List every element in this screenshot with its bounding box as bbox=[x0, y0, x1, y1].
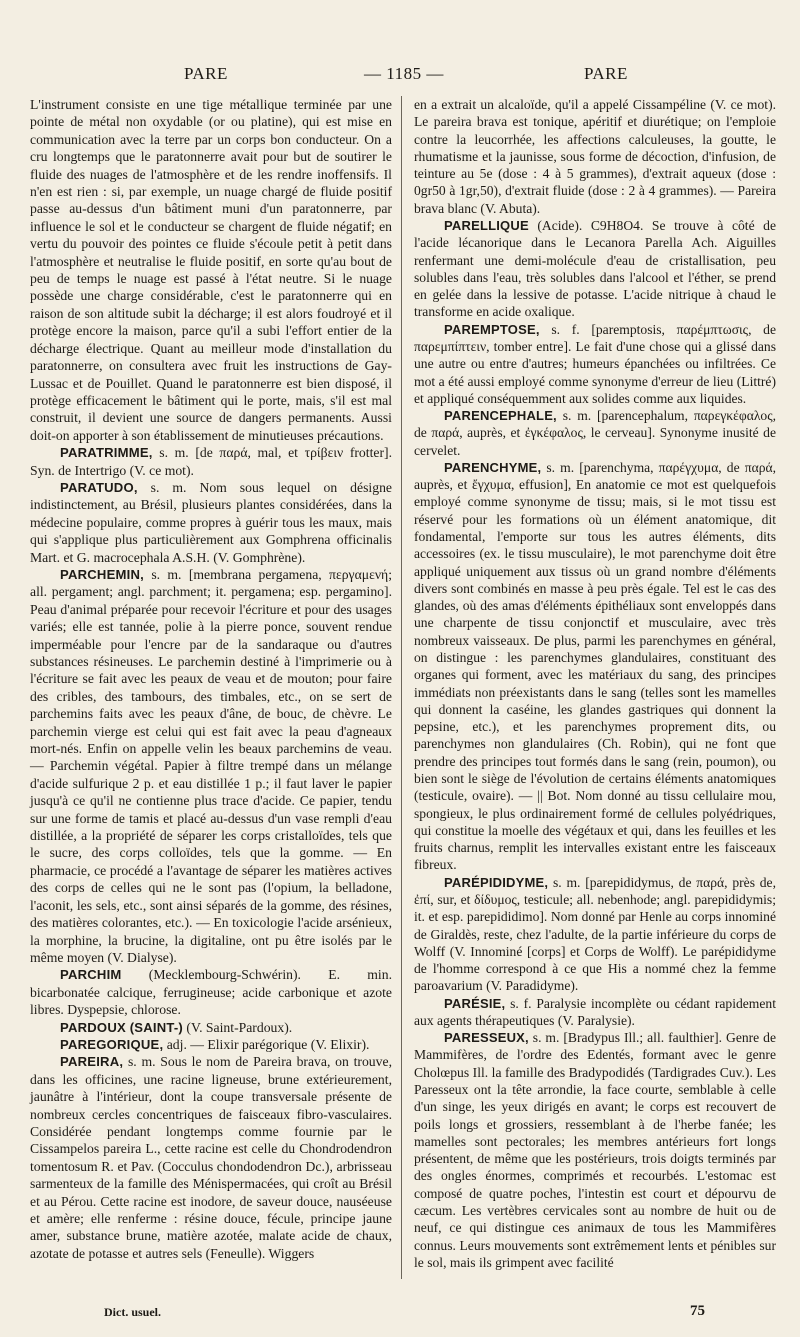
dictionary-entry bbox=[414, 321, 776, 407]
left-column bbox=[30, 96, 392, 1262]
entry-definition: adj. — Elixir parégorique (V. Elixir). bbox=[163, 1036, 370, 1052]
dictionary-entry bbox=[414, 459, 776, 874]
column-divider bbox=[401, 96, 402, 1279]
entry-definition: s. m. [de παρά, mal, et τρίβειν frotter]. Syn. de Intertrigo (V. ce mot). bbox=[30, 445, 392, 478]
entry-definition: s. m. [parencephalum, παρεγκέφαλος, de παρά, auprès, et ἐγκέφαλος, le cerveau]. Synonyme inusité de cervelet. bbox=[414, 408, 776, 458]
signature-mark: Dict. usuel. bbox=[104, 1305, 161, 1319]
dictionary-entry bbox=[30, 479, 392, 566]
dictionary-entry bbox=[414, 407, 776, 459]
entry-definition: s. f. [paremptosis, παρέμπτωσις, de παρεμπίπτειν, tomber entre]. Le fait d'une chose qui a glissé dans une autre ou entre d'autres; humeurs épanchées ou infiltrées. Ce mot a été aussi employé comme synonyme d'erreur de lieu (Littré) et appliqué conséquemment aux solides comme aux liquides. bbox=[414, 321, 776, 406]
dictionary-entry bbox=[30, 444, 392, 479]
entry-headword: PAREIRA, bbox=[60, 1054, 124, 1070]
dictionary-entry bbox=[30, 966, 392, 1018]
running-head-right: PARE bbox=[584, 64, 628, 83]
entry-definition: s. f. Paralysie incomplète ou cédant rapidement aux agents thérapeutiques (V. Paralysie). bbox=[414, 995, 776, 1028]
entry-headword: PARENCHYME, bbox=[444, 459, 542, 475]
page-number-header: — 1185 — bbox=[364, 64, 444, 83]
entry-headword: PARELLIQUE bbox=[444, 217, 529, 233]
running-head-left: PARE bbox=[184, 64, 228, 83]
entry-headword: PARENCEPHALE, bbox=[444, 408, 557, 424]
dictionary-entry bbox=[30, 1053, 392, 1262]
dictionary-entry bbox=[414, 995, 776, 1030]
dictionary-entry bbox=[30, 566, 392, 966]
entry-headword: PARCHIM bbox=[60, 967, 122, 983]
dictionary-entry bbox=[414, 1029, 776, 1271]
entry-headword: PARÉPIDIDYME, bbox=[444, 874, 549, 890]
entry-definition: (Mecklembourg-Schwérin). E. min. bicarbonatée calcique, ferrugineuse; acide carbonique et azote libres. Dyspepsie, chlorose. bbox=[30, 967, 392, 1018]
entry-headword: PARATRIMME, bbox=[60, 445, 153, 461]
dictionary-entry bbox=[414, 217, 776, 321]
gathering-number: 75 bbox=[690, 1303, 705, 1319]
dictionary-entry bbox=[414, 874, 776, 995]
entry-headword: PAREGORIQUE, bbox=[60, 1036, 164, 1052]
right-column bbox=[414, 96, 776, 1271]
entry-definition: (Acide). C9H8O4. Se trouve à côté de l'acide lécanorique dans le Lecanora Parella Ach. Aiguilles renfermant une demi-molécule d'eau de cristallisation, peu solubles dans l'eau, très solubles dans l'alcool et l'éther, se prend en gelée dans la lessive de potasse. L'acide nitrique à chaud le transforme en acide oxalique. bbox=[414, 217, 776, 320]
entry-headword: PARÉSIE, bbox=[444, 995, 506, 1011]
dictionary-entry bbox=[30, 1036, 392, 1053]
right-column-continuation: en a extrait un alcaloïde, qu'il a appelé Cissampéline (V. ce mot). Le pareira brava est tonique, apéritif et diurétique; on l'emploie contre la leucorrhée, les affections calculeuses, la goutte, le rhumatisme et la jaunisse, sous forme de décoction, d'infusion, de teinture au 5e (dose : 4 à 5 grammes), d'extrait aqueux (dose : 0gr50 à 1gr,50), d'extrait fluide (dose : 2 à 4 grammes). — Pareira brava blanc (V. Abuta). bbox=[414, 97, 776, 216]
entry-headword: PARDOUX (SAINT-) bbox=[60, 1019, 183, 1035]
entry-headword: PARATUDO, bbox=[60, 479, 138, 495]
dictionary-entry bbox=[30, 1019, 392, 1036]
entry-definition: (V. Saint-Pardoux). bbox=[182, 1019, 293, 1035]
entry-headword: PAREMPTOSE, bbox=[444, 321, 540, 337]
entry-headword: PARESSEUX, bbox=[444, 1030, 529, 1046]
left-column-continuation: L'instrument consiste en une tige métallique terminée par une pointe de métal non oxydable (or ou platine), qui est mise en communication avec la terre par un corps bon conducteur. On a cru longtemps que le paratonnerre avait pour but de soutirer le fluide des nuages de l'atmosphère et de les rendre inoffensifs. Il n'en est rien : si, par exemple, un nuage chargé de fluide positif passe au-dessus d'un bâtiment muni d'un paratonnerre, par influence le sol et le conducteur se chargent de fluide négatif; en vertu du pouvoir des pointes ce fluide s'écoule petit à petit dans l'atmosphère et neutralise le fluide positif, en sorte qu'au bout de peu de temps le nuage est passé à l'état neutre. Si le nuage possède une charge considérable, c'est le paratonnerre qui en raison de son altitude subit la décharge; il est alors foudroyé et il protège encore la maison, parce qu'il a subi l'effort entier de la décharge électrique. Quant au meilleur mode d'installation du paratonnerre, on consultera avec fruit les instructions de Gay-Lussac et de Pouillet. Quand le paratonnerre est bien disposé, il protège efficacement le bâtiment qui le porte, mais, s'il est mal construit, il devient une source de dangers permanents. Aussi doit-on apporter à son établissement de minutieuses précautions. bbox=[30, 97, 392, 443]
entry-headword: PARCHEMIN, bbox=[60, 566, 144, 582]
entry-definition: s. m. [parepididymus, de παρά, près de, ἐπί, sur, et δίδυμος, testicule; all. nebenhode; angl. parepididymis; it. et esp. parepididimo]. Nom donné par Henle au corps innominé de Giraldès, reste, chez l'adulte, de la partie inférieure du corps de Wolff (V. Innominé [corps] et Corps de Wolff). Le parépididyme de l'homme correspond à ce que His a nommé chez la femme paroavarium (V. Paradidyme). bbox=[414, 874, 776, 994]
entry-definition: s. m. [membrana pergamena, περγαμενή; all. pergament; angl. parchment; it. pergamena; esp. pergamino]. Peau d'animal préparée pour recevoir l'écriture et pour des usages variés; elle est tannée, polie à la pierre ponce, souvent rendue imperméable pour l'encre par de la sandaraque ou d'autres substances résineuses. Le parchemin destiné à l'imprimerie ou à l'écriture se fait avec les peaux de veau et de mouton; pour faire des cribles, des tambours, des timbales, etc., on se sert de parchemins faits avec les peaux d'âne, de bouc, de chèvre. Le parchemin vierge est celui qui est fait avec la peau d'agneaux mort-nés. Enfin on appelle velin les beaux parchemins de veau. — Parchemin végétal. Papier à filtre trempé dans un mélange d'acide sulfurique 2 p. et eau distillée 1 p.; il faut laver le papier jusqu'à ce qu'il ne contienne plus trace d'acide. Ce papier, tendu sur une forme de tamis et placé au-dessus d'un vase rempli d'eau distillée, a la propriété de séparer les corps cristalloïdes, tels que le sucre, des corps colloïdes, tels que la gomme. — En pharmacie, ce procédé a l'avantage de séparer les matières actives des corps de celles qui ne le sont pas (l'opium, la belladone, l'aconit, les sels, etc., sont ainsi séparés de la gomme, des résines, des matières colorantes, etc.). — En toxicologie l'acide arsénieux, la morphine, la brucine, la digitaline, ont pu être isolés par le même moyen (V. Dialyse). bbox=[30, 566, 392, 965]
entry-definition: s. m. [parenchyma, παρέγχυμα, de παρά, auprès, et ἔγχυμα, effusion], En anatomie ce mot est quelquefois employé comme synonyme de tissu; mais, si le mot tissu est réservé pour les formations où un élément anatomique, dit fondamental, l'emporte sur tous les autres éléments, dits accessoires (ex. le tissu musculaire), le mot parenchyme doit être appliqué uniquement aux tissus où un grand nombre d'éléments divers sont combinés en masse à peu près égale. Tel est le cas des glandes, où des amas d'éléments épithéliaux sont enveloppés dans une charpente de tissu conjonctif et musculaire, avec très nombreux vaisseaux. De plus, parmi les parenchymes en général, on distingue : les parenchymes glandulaires, constituant des organes qui forment, avec les matériaux du sang, des principes immédiats non préexistants dans le sang (telles sont les mamelles qui donnent la caséine, les glandes gastriques qui donnent la pepsine, etc.), et les parenchymes proprement dits, ou parenchymes non glandulaires (Ch. Robin), qui ne font que prendre des principes tout formés dans le sang (rein, poumon), ou bien sont le siège de l'évolution de certains éléments anatomiques (testicule, ovaire). — || Bot. Nom donné au tissu cellulaire mou, spongieux, le plus ordinairement formé de cellules polyédriques, qui constitue la moelle des végétaux et qui, dans les feuilles et les fruits charnus, remplit les intervalles existant entre les faisceaux fibreux. bbox=[414, 459, 776, 873]
entry-definition: s. m. Nom sous lequel on désigne indistinctement, au Brésil, plusieurs plantes considérées, dans la médecine populaire, comme propres à guérir tous les maux, mais qui s'applique plus particulièrement aux Gomphrena officinalis Mart. et G. macrocephala A.S.H. (V. Gomphrène). bbox=[30, 479, 392, 565]
entry-definition: s. m. [Bradypus Ill.; all. faulthier]. Genre de Mammifères, de l'ordre des Edentés, formant avec le genre Cholœpus Ill. la famille des Bradypodidés (Tardigrades Cuv.). Les Paresseux ont la tête arrondie, la face courte, semblable à celle d'un singe, les yeux dirigés en avant; le corps est recouvert de poils longs et grossiers, ressemblant à de l'herbe fanée; les mamelles sont pectorales; les membres antérieurs fort longs présentent, de même que les postérieurs, trois doigts terminés par des ongles énormes, comprimés et recourbés. L'estomac est composé de quatre poches, l'intestin est court et dépourvu de cæcum. Les vertèbres cervicales sont au nombre de huit ou de neuf, ce qui distingue ces animaux de tous les Mammifères connus. Leurs mouvements sont extrêmement lents et pénibles sur le sol, mais ils grimpent avec facilité bbox=[414, 1030, 776, 1270]
entry-definition: s. m. Sous le nom de Pareira brava, on trouve, dans les officines, une racine ligneuse, brune extérieurement, jaunâtre à l'intérieur, dont la coupe transversale présente de nombreux cercles concentriques de faisceaux fibro-vasculaires. Considérée pendant longtemps comme fournie par le Cissampelos pareira L., cette racine est celle du Chondrodendron tomentosum R. et Pav. (Cocculus chondodendron Dc.), arbrisseau sarmenteux de la famille des Ménispermacées, qui croît au Brésil et au Pérou. Cette racine est inodore, de saveur douce, nauséeuse et amère; elle renferme : résine douce, fécule, principe jaune amer, substance brune, matière azotée, malate acide de chaux, azotate de potasse et autres sels (Feneulle). Wiggers bbox=[30, 1054, 392, 1261]
